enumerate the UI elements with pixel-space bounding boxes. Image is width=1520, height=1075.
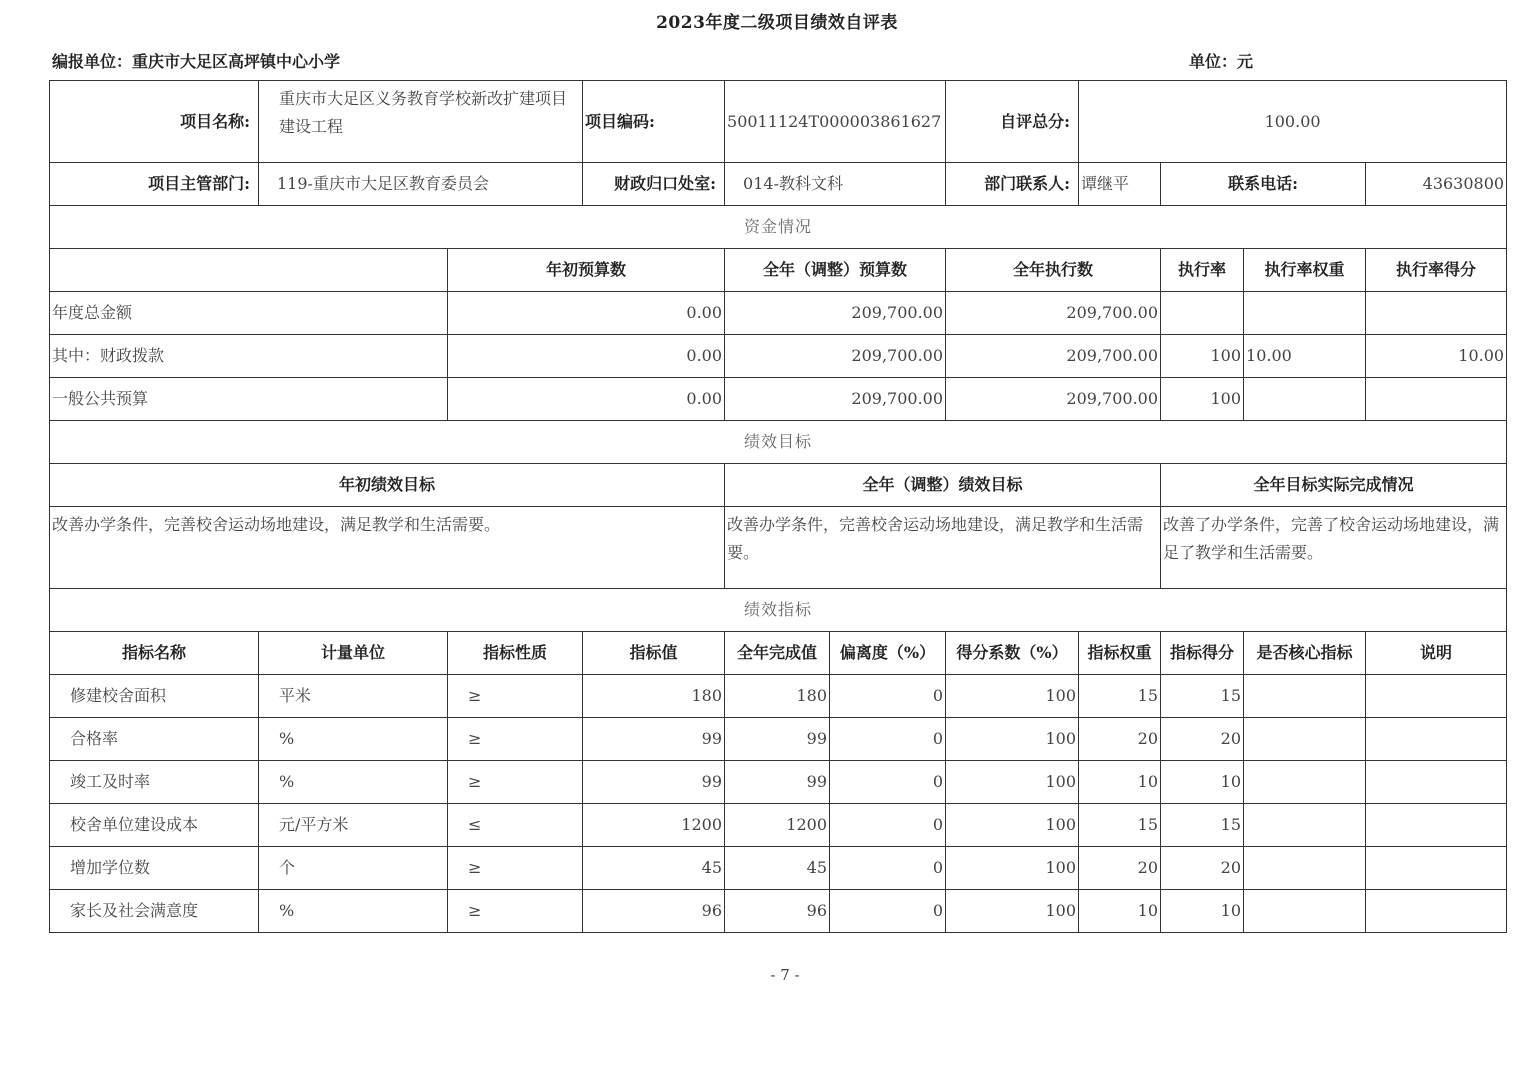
ind-coefficient: 100	[946, 890, 1079, 933]
ind-header-weight: 指标权重	[1079, 632, 1161, 675]
ind-nature: ≥	[448, 847, 583, 890]
ind-header-deviation: 偏离度（%）	[830, 632, 946, 675]
ind-weight: 15	[1079, 675, 1161, 718]
ind-target: 99	[583, 761, 725, 804]
goals-section-title: 绩效目标	[50, 421, 1507, 464]
funds-row	[50, 378, 1507, 421]
ind-coefficient: 100	[946, 804, 1079, 847]
self-score-label: 自评总分:	[946, 81, 1079, 163]
ind-weight: 10	[1079, 761, 1161, 804]
ind-deviation: 0	[830, 675, 946, 718]
ind-header-coefficient: 得分系数（%）	[946, 632, 1079, 675]
indicators-header-row	[50, 632, 1507, 675]
ind-score: 15	[1161, 804, 1244, 847]
goals-header-adjusted: 全年（调整）绩效目标	[725, 464, 1161, 507]
funds-header-row	[50, 249, 1507, 292]
project-name-value: 重庆市大足区义务教育学校新改扩建项目建设工程	[259, 81, 583, 163]
funds-row-score	[1366, 378, 1507, 421]
ind-coefficient: 100	[946, 718, 1079, 761]
ind-unit: 平米	[259, 675, 448, 718]
funds-row-rate: 100	[1161, 378, 1244, 421]
funds-section-title: 资金情况	[50, 206, 1507, 249]
ind-name: 校舍单位建设成本	[50, 804, 259, 847]
ind-core	[1244, 890, 1366, 933]
ind-score: 15	[1161, 675, 1244, 718]
funds-row-executed: 209,700.00	[946, 335, 1161, 378]
funds-header-initial: 年初预算数	[448, 249, 725, 292]
funds-row-initial: 0.00	[448, 335, 725, 378]
dept-label: 项目主管部门:	[50, 163, 259, 206]
ind-target: 45	[583, 847, 725, 890]
funds-row-adjusted: 209,700.00	[725, 292, 946, 335]
ind-core	[1244, 847, 1366, 890]
page-number: - 7 -	[770, 966, 800, 984]
funds-header-rate: 执行率	[1161, 249, 1244, 292]
ind-header-score: 指标得分	[1161, 632, 1244, 675]
ind-core	[1244, 718, 1366, 761]
funds-row	[50, 335, 1507, 378]
ind-note	[1366, 890, 1507, 933]
funds-row-rate: 100	[1161, 335, 1244, 378]
ind-note	[1366, 718, 1507, 761]
ind-unit: 元/平方米	[259, 804, 448, 847]
ind-header-nature: 指标性质	[448, 632, 583, 675]
goals-header-row	[50, 464, 1507, 507]
ind-deviation: 0	[830, 718, 946, 761]
ind-deviation: 0	[830, 804, 946, 847]
ind-note	[1366, 847, 1507, 890]
finance-office-value: 014-教科文科	[725, 163, 946, 206]
funds-row-weight: 10.00	[1244, 335, 1366, 378]
funds-header-weight: 执行率权重	[1244, 249, 1366, 292]
funds-row-initial: 0.00	[448, 292, 725, 335]
funds-header-executed: 全年执行数	[946, 249, 1161, 292]
indicator-row	[50, 847, 1507, 890]
ind-target: 96	[583, 890, 725, 933]
ind-deviation: 0	[830, 847, 946, 890]
dept-value: 119-重庆市大足区教育委员会	[259, 163, 583, 206]
ind-nature: ≤	[448, 804, 583, 847]
goal-actual-text: 改善了办学条件，完善了校舍运动场地建设，满足了教学和生活需要。	[1161, 507, 1507, 589]
goals-header-initial: 年初绩效目标	[50, 464, 725, 507]
evaluation-table	[49, 80, 1507, 933]
ind-unit: 个	[259, 847, 448, 890]
funds-header-adjusted: 全年（调整）预算数	[725, 249, 946, 292]
indicator-row	[50, 675, 1507, 718]
ind-score: 20	[1161, 718, 1244, 761]
ind-core	[1244, 761, 1366, 804]
funds-section-row	[50, 206, 1507, 249]
ind-deviation: 0	[830, 761, 946, 804]
funds-header-blank	[50, 249, 448, 292]
funds-row-label: 一般公共预算	[50, 378, 448, 421]
ind-actual: 99	[725, 718, 830, 761]
ind-coefficient: 100	[946, 675, 1079, 718]
funds-row-adjusted: 209,700.00	[725, 378, 946, 421]
ind-header-unit: 计量单位	[259, 632, 448, 675]
funds-row-score	[1366, 292, 1507, 335]
ind-actual: 99	[725, 761, 830, 804]
ind-actual: 96	[725, 890, 830, 933]
indicator-row	[50, 804, 1507, 847]
ind-core	[1244, 675, 1366, 718]
funds-row-score: 10.00	[1366, 335, 1507, 378]
indicator-row	[50, 890, 1507, 933]
ind-unit: %	[259, 890, 448, 933]
project-name-label: 项目名称:	[50, 81, 259, 163]
ind-actual: 1200	[725, 804, 830, 847]
funds-row-initial: 0.00	[448, 378, 725, 421]
funds-row-executed: 209,700.00	[946, 378, 1161, 421]
ind-nature: ≥	[448, 761, 583, 804]
ind-note	[1366, 675, 1507, 718]
indicator-row	[50, 761, 1507, 804]
ind-weight: 10	[1079, 890, 1161, 933]
phone-label: 联系电话:	[1161, 163, 1366, 206]
phone-value: 43630800	[1366, 163, 1507, 206]
ind-note	[1366, 761, 1507, 804]
ind-name: 增加学位数	[50, 847, 259, 890]
reporting-unit: 编报单位：重庆市大足区高坪镇中心小学	[52, 52, 341, 71]
ind-note	[1366, 804, 1507, 847]
finance-office-label: 财政归口处室:	[583, 163, 725, 206]
ind-weight: 20	[1079, 718, 1161, 761]
ind-unit: %	[259, 761, 448, 804]
ind-target: 180	[583, 675, 725, 718]
ind-weight: 15	[1079, 804, 1161, 847]
project-row-2	[50, 163, 1507, 206]
project-code-value: 50011124T000003861627	[725, 81, 946, 163]
funds-row-rate	[1161, 292, 1244, 335]
ind-header-name: 指标名称	[50, 632, 259, 675]
ind-header-note: 说明	[1366, 632, 1507, 675]
ind-name: 家长及社会满意度	[50, 890, 259, 933]
ind-unit: %	[259, 718, 448, 761]
ind-nature: ≥	[448, 718, 583, 761]
self-score-value: 100.00	[1079, 81, 1507, 163]
funds-row-weight	[1244, 378, 1366, 421]
ind-header-target: 指标值	[583, 632, 725, 675]
funds-row	[50, 292, 1507, 335]
ind-name: 合格率	[50, 718, 259, 761]
ind-nature: ≥	[448, 890, 583, 933]
funds-row-label: 其中：财政拨款	[50, 335, 448, 378]
ind-name: 竣工及时率	[50, 761, 259, 804]
ind-deviation: 0	[830, 890, 946, 933]
goals-header-actual: 全年目标实际完成情况	[1161, 464, 1507, 507]
funds-row-executed: 209,700.00	[946, 292, 1161, 335]
project-code-label: 项目编码:	[583, 81, 725, 163]
ind-score: 20	[1161, 847, 1244, 890]
ind-name: 修建校舍面积	[50, 675, 259, 718]
goal-adjusted-text: 改善办学条件，完善校舍运动场地建设，满足教学和生活需要。	[725, 507, 1161, 589]
funds-header-score: 执行率得分	[1366, 249, 1507, 292]
goals-content-row	[50, 507, 1507, 589]
indicator-row	[50, 718, 1507, 761]
indicators-section-title: 绩效指标	[50, 589, 1507, 632]
ind-coefficient: 100	[946, 761, 1079, 804]
ind-score: 10	[1161, 890, 1244, 933]
ind-coefficient: 100	[946, 847, 1079, 890]
goals-section-row	[50, 421, 1507, 464]
page-title: 2023年度二级项目绩效自评表	[656, 13, 898, 33]
goal-initial-text: 改善办学条件，完善校舍运动场地建设，满足教学和生活需要。	[50, 507, 725, 589]
funds-row-label: 年度总金额	[50, 292, 448, 335]
ind-actual: 45	[725, 847, 830, 890]
funds-row-weight	[1244, 292, 1366, 335]
ind-nature: ≥	[448, 675, 583, 718]
funds-row-adjusted: 209,700.00	[725, 335, 946, 378]
ind-target: 99	[583, 718, 725, 761]
ind-target: 1200	[583, 804, 725, 847]
ind-weight: 20	[1079, 847, 1161, 890]
ind-header-actual: 全年完成值	[725, 632, 830, 675]
ind-score: 10	[1161, 761, 1244, 804]
currency-unit: 单位：元	[1189, 52, 1254, 71]
ind-header-core: 是否核心指标	[1244, 632, 1366, 675]
contact-label: 部门联系人:	[946, 163, 1079, 206]
indicators-section-row	[50, 589, 1507, 632]
project-row-1	[50, 81, 1507, 163]
ind-core	[1244, 804, 1366, 847]
ind-actual: 180	[725, 675, 830, 718]
contact-value: 谭继平	[1079, 163, 1161, 206]
